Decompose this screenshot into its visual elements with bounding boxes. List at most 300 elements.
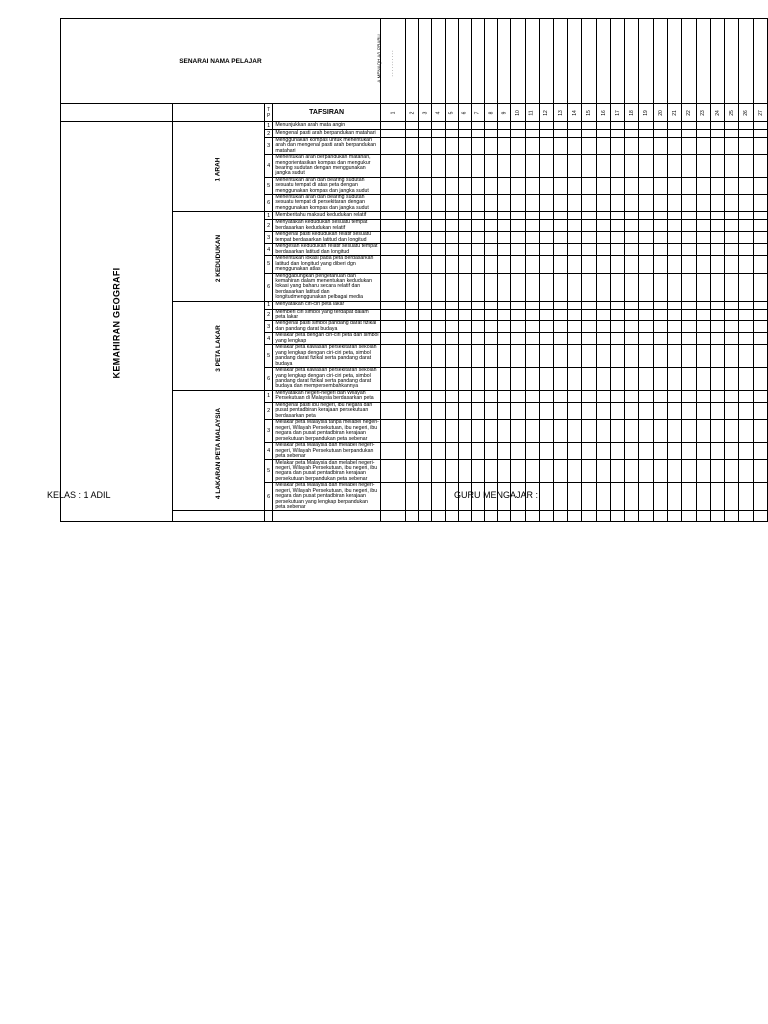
score-cell[interactable] <box>445 122 458 130</box>
score-cell[interactable] <box>682 402 696 419</box>
score-cell[interactable] <box>406 402 419 419</box>
score-cell[interactable] <box>610 244 624 256</box>
score-cell[interactable] <box>553 256 567 273</box>
score-cell[interactable] <box>653 460 667 483</box>
score-cell[interactable] <box>625 390 639 402</box>
score-cell[interactable] <box>710 483 724 511</box>
score-cell[interactable] <box>432 321 445 333</box>
score-cell[interactable] <box>725 195 739 212</box>
score-cell[interactable] <box>753 367 767 390</box>
score-cell[interactable] <box>639 256 653 273</box>
score-cell[interactable] <box>653 130 667 138</box>
score-cell[interactable] <box>682 232 696 244</box>
score-cell[interactable] <box>639 333 653 345</box>
score-cell[interactable] <box>725 177 739 194</box>
score-cell[interactable] <box>682 122 696 130</box>
score-cell[interactable] <box>639 321 653 333</box>
score-cell[interactable] <box>432 483 445 511</box>
score-cell[interactable] <box>725 138 739 155</box>
score-cell[interactable] <box>625 155 639 178</box>
score-cell[interactable] <box>539 309 553 321</box>
score-cell[interactable] <box>484 212 497 220</box>
score-cell[interactable] <box>432 309 445 321</box>
score-cell[interactable] <box>406 301 419 309</box>
score-cell[interactable] <box>739 309 753 321</box>
score-cell[interactable] <box>753 220 767 232</box>
score-cell[interactable] <box>568 244 582 256</box>
student-name-cell[interactable] <box>739 19 753 104</box>
score-cell[interactable] <box>432 256 445 273</box>
score-cell[interactable] <box>525 155 539 178</box>
score-cell[interactable] <box>582 309 596 321</box>
score-cell[interactable] <box>625 195 639 212</box>
score-cell[interactable] <box>484 333 497 345</box>
score-cell[interactable] <box>610 232 624 244</box>
score-cell[interactable] <box>419 309 432 321</box>
score-cell[interactable] <box>596 273 610 301</box>
score-cell[interactable] <box>725 256 739 273</box>
score-cell[interactable] <box>525 443 539 460</box>
score-cell[interactable] <box>582 345 596 368</box>
score-cell[interactable] <box>539 402 553 419</box>
score-cell[interactable] <box>582 232 596 244</box>
score-cell[interactable] <box>484 244 497 256</box>
score-cell[interactable] <box>471 390 484 402</box>
score-cell[interactable] <box>553 333 567 345</box>
score-cell[interactable] <box>596 212 610 220</box>
score-cell[interactable] <box>458 309 471 321</box>
score-cell[interactable] <box>625 511 639 522</box>
score-cell[interactable] <box>511 309 525 321</box>
score-cell[interactable] <box>498 177 511 194</box>
score-cell[interactable] <box>568 232 582 244</box>
score-cell[interactable] <box>725 273 739 301</box>
score-cell[interactable] <box>498 301 511 309</box>
score-cell[interactable] <box>553 321 567 333</box>
score-cell[interactable] <box>419 273 432 301</box>
score-cell[interactable] <box>471 220 484 232</box>
score-cell[interactable] <box>753 460 767 483</box>
score-cell[interactable] <box>568 195 582 212</box>
score-cell[interactable] <box>380 195 405 212</box>
score-cell[interactable] <box>406 420 419 443</box>
score-cell[interactable] <box>653 309 667 321</box>
score-cell[interactable] <box>668 130 682 138</box>
score-cell[interactable] <box>539 122 553 130</box>
score-cell[interactable] <box>484 256 497 273</box>
score-cell[interactable] <box>432 420 445 443</box>
score-cell[interactable] <box>525 244 539 256</box>
score-cell[interactable] <box>668 301 682 309</box>
score-cell[interactable] <box>432 220 445 232</box>
score-cell[interactable] <box>498 138 511 155</box>
score-cell[interactable] <box>458 460 471 483</box>
score-cell[interactable] <box>445 138 458 155</box>
score-cell[interactable] <box>725 155 739 178</box>
score-cell[interactable] <box>582 460 596 483</box>
score-cell[interactable] <box>458 345 471 368</box>
score-cell[interactable] <box>696 177 710 194</box>
score-cell[interactable] <box>553 232 567 244</box>
score-cell[interactable] <box>484 345 497 368</box>
score-cell[interactable] <box>432 122 445 130</box>
score-cell[interactable] <box>445 460 458 483</box>
score-cell[interactable] <box>596 130 610 138</box>
score-cell[interactable] <box>445 367 458 390</box>
score-cell[interactable] <box>525 309 539 321</box>
score-cell[interactable] <box>739 333 753 345</box>
score-cell[interactable] <box>625 483 639 511</box>
score-cell[interactable] <box>484 195 497 212</box>
score-cell[interactable] <box>682 220 696 232</box>
score-cell[interactable] <box>639 155 653 178</box>
score-cell[interactable] <box>498 309 511 321</box>
score-cell[interactable] <box>484 155 497 178</box>
score-cell[interactable] <box>753 195 767 212</box>
score-cell[interactable] <box>406 122 419 130</box>
score-cell[interactable] <box>582 333 596 345</box>
score-cell[interactable] <box>610 333 624 345</box>
score-cell[interactable] <box>511 420 525 443</box>
score-cell[interactable] <box>539 138 553 155</box>
score-cell[interactable] <box>380 443 405 460</box>
score-cell[interactable] <box>445 390 458 402</box>
score-cell[interactable] <box>553 443 567 460</box>
score-cell[interactable] <box>511 390 525 402</box>
score-cell[interactable] <box>380 309 405 321</box>
score-cell[interactable] <box>610 130 624 138</box>
score-cell[interactable] <box>406 367 419 390</box>
score-cell[interactable] <box>539 244 553 256</box>
score-cell[interactable] <box>725 122 739 130</box>
score-cell[interactable] <box>739 256 753 273</box>
score-cell[interactable] <box>484 232 497 244</box>
score-cell[interactable] <box>498 244 511 256</box>
score-cell[interactable] <box>653 333 667 345</box>
score-cell[interactable] <box>625 443 639 460</box>
score-cell[interactable] <box>525 256 539 273</box>
score-cell[interactable] <box>553 220 567 232</box>
score-cell[interactable] <box>739 122 753 130</box>
score-cell[interactable] <box>753 333 767 345</box>
score-cell[interactable] <box>419 483 432 511</box>
score-cell[interactable] <box>682 155 696 178</box>
score-cell[interactable] <box>380 130 405 138</box>
score-cell[interactable] <box>610 256 624 273</box>
score-cell[interactable] <box>696 321 710 333</box>
score-cell[interactable] <box>753 301 767 309</box>
score-cell[interactable] <box>511 367 525 390</box>
score-cell[interactable] <box>484 177 497 194</box>
score-cell[interactable] <box>610 367 624 390</box>
score-cell[interactable] <box>432 333 445 345</box>
score-cell[interactable] <box>710 122 724 130</box>
score-cell[interactable] <box>739 402 753 419</box>
score-cell[interactable] <box>419 244 432 256</box>
score-cell[interactable] <box>710 244 724 256</box>
score-cell[interactable] <box>432 460 445 483</box>
score-cell[interactable] <box>511 195 525 212</box>
score-cell[interactable] <box>458 195 471 212</box>
score-cell[interactable] <box>432 367 445 390</box>
score-cell[interactable] <box>432 155 445 178</box>
score-cell[interactable] <box>753 232 767 244</box>
score-cell[interactable] <box>553 402 567 419</box>
score-cell[interactable] <box>553 420 567 443</box>
score-cell[interactable] <box>498 345 511 368</box>
score-cell[interactable] <box>511 130 525 138</box>
score-cell[interactable] <box>668 345 682 368</box>
score-cell[interactable] <box>668 367 682 390</box>
score-cell[interactable] <box>484 420 497 443</box>
score-cell[interactable] <box>739 232 753 244</box>
score-cell[interactable] <box>625 130 639 138</box>
student-name-cell[interactable] <box>710 19 724 104</box>
score-cell[interactable] <box>582 301 596 309</box>
score-cell[interactable] <box>639 232 653 244</box>
score-cell[interactable] <box>582 511 596 522</box>
score-cell[interactable] <box>406 177 419 194</box>
score-cell[interactable] <box>511 155 525 178</box>
score-cell[interactable] <box>682 301 696 309</box>
score-cell[interactable] <box>639 212 653 220</box>
score-cell[interactable] <box>458 177 471 194</box>
score-cell[interactable] <box>668 309 682 321</box>
score-cell[interactable] <box>498 460 511 483</box>
score-cell[interactable] <box>568 420 582 443</box>
score-cell[interactable] <box>471 155 484 178</box>
score-cell[interactable] <box>525 273 539 301</box>
score-cell[interactable] <box>682 460 696 483</box>
score-cell[interactable] <box>682 195 696 212</box>
score-cell[interactable] <box>596 232 610 244</box>
score-cell[interactable] <box>639 367 653 390</box>
score-cell[interactable] <box>553 483 567 511</box>
student-name-cell[interactable] <box>582 19 596 104</box>
score-cell[interactable] <box>406 212 419 220</box>
score-cell[interactable] <box>380 390 405 402</box>
score-cell[interactable] <box>610 177 624 194</box>
score-cell[interactable] <box>682 390 696 402</box>
score-cell[interactable] <box>753 321 767 333</box>
score-cell[interactable] <box>653 345 667 368</box>
score-cell[interactable] <box>380 138 405 155</box>
score-cell[interactable] <box>432 402 445 419</box>
student-name-cell[interactable] <box>696 19 710 104</box>
score-cell[interactable] <box>653 483 667 511</box>
score-cell[interactable] <box>753 177 767 194</box>
score-cell[interactable] <box>696 367 710 390</box>
score-cell[interactable] <box>419 367 432 390</box>
score-cell[interactable] <box>445 256 458 273</box>
score-cell[interactable] <box>610 321 624 333</box>
score-cell[interactable] <box>380 460 405 483</box>
score-cell[interactable] <box>739 390 753 402</box>
score-cell[interactable] <box>668 244 682 256</box>
score-cell[interactable] <box>639 177 653 194</box>
score-cell[interactable] <box>696 130 710 138</box>
score-cell[interactable] <box>539 333 553 345</box>
score-cell[interactable] <box>696 460 710 483</box>
score-cell[interactable] <box>739 321 753 333</box>
score-cell[interactable] <box>419 195 432 212</box>
score-cell[interactable] <box>582 321 596 333</box>
score-cell[interactable] <box>445 420 458 443</box>
score-cell[interactable] <box>458 367 471 390</box>
score-cell[interactable] <box>653 511 667 522</box>
score-cell[interactable] <box>668 256 682 273</box>
score-cell[interactable] <box>471 511 484 522</box>
score-cell[interactable] <box>725 420 739 443</box>
score-cell[interactable] <box>553 309 567 321</box>
score-cell[interactable] <box>539 212 553 220</box>
score-cell[interactable] <box>582 220 596 232</box>
score-cell[interactable] <box>498 130 511 138</box>
score-cell[interactable] <box>610 483 624 511</box>
student-name-cell[interactable] <box>568 19 582 104</box>
score-cell[interactable] <box>568 443 582 460</box>
score-cell[interactable] <box>596 390 610 402</box>
score-cell[interactable] <box>653 390 667 402</box>
score-cell[interactable] <box>511 460 525 483</box>
score-cell[interactable] <box>653 321 667 333</box>
score-cell[interactable] <box>668 483 682 511</box>
score-cell[interactable] <box>380 321 405 333</box>
score-cell[interactable] <box>471 367 484 390</box>
student-name-cell[interactable] <box>753 19 767 104</box>
score-cell[interactable] <box>458 333 471 345</box>
score-cell[interactable] <box>419 122 432 130</box>
score-cell[interactable] <box>406 195 419 212</box>
score-cell[interactable] <box>710 130 724 138</box>
score-cell[interactable] <box>710 333 724 345</box>
score-cell[interactable] <box>498 220 511 232</box>
score-cell[interactable] <box>498 367 511 390</box>
score-cell[interactable] <box>380 511 405 522</box>
score-cell[interactable] <box>625 138 639 155</box>
score-cell[interactable] <box>445 345 458 368</box>
score-cell[interactable] <box>458 212 471 220</box>
score-cell[interactable] <box>582 390 596 402</box>
score-cell[interactable] <box>625 232 639 244</box>
score-cell[interactable] <box>610 443 624 460</box>
score-cell[interactable] <box>553 155 567 178</box>
score-cell[interactable] <box>668 333 682 345</box>
score-cell[interactable] <box>380 333 405 345</box>
score-cell[interactable] <box>419 345 432 368</box>
score-cell[interactable] <box>625 301 639 309</box>
student-name-cell[interactable] <box>432 19 445 104</box>
score-cell[interactable] <box>432 301 445 309</box>
score-cell[interactable] <box>753 130 767 138</box>
score-cell[interactable] <box>419 177 432 194</box>
score-cell[interactable] <box>419 155 432 178</box>
student-name-cell[interactable] <box>725 19 739 104</box>
score-cell[interactable] <box>568 345 582 368</box>
score-cell[interactable] <box>484 122 497 130</box>
score-cell[interactable] <box>525 122 539 130</box>
score-cell[interactable] <box>710 443 724 460</box>
score-cell[interactable] <box>539 273 553 301</box>
score-cell[interactable] <box>539 220 553 232</box>
score-cell[interactable] <box>380 177 405 194</box>
score-cell[interactable] <box>710 195 724 212</box>
score-cell[interactable] <box>753 273 767 301</box>
score-cell[interactable] <box>445 195 458 212</box>
score-cell[interactable] <box>445 321 458 333</box>
score-cell[interactable] <box>525 195 539 212</box>
score-cell[interactable] <box>380 244 405 256</box>
score-cell[interactable] <box>511 138 525 155</box>
score-cell[interactable] <box>553 138 567 155</box>
score-cell[interactable] <box>471 443 484 460</box>
score-cell[interactable] <box>739 244 753 256</box>
score-cell[interactable] <box>406 321 419 333</box>
score-cell[interactable] <box>625 345 639 368</box>
score-cell[interactable] <box>753 511 767 522</box>
score-cell[interactable] <box>445 177 458 194</box>
score-cell[interactable] <box>639 420 653 443</box>
score-cell[interactable] <box>498 232 511 244</box>
score-cell[interactable] <box>539 177 553 194</box>
score-cell[interactable] <box>525 212 539 220</box>
score-cell[interactable] <box>739 483 753 511</box>
score-cell[interactable] <box>406 511 419 522</box>
score-cell[interactable] <box>498 256 511 273</box>
score-cell[interactable] <box>696 273 710 301</box>
score-cell[interactable] <box>710 301 724 309</box>
score-cell[interactable] <box>539 256 553 273</box>
score-cell[interactable] <box>653 244 667 256</box>
score-cell[interactable] <box>610 273 624 301</box>
score-cell[interactable] <box>725 443 739 460</box>
score-cell[interactable] <box>511 212 525 220</box>
score-cell[interactable] <box>682 212 696 220</box>
score-cell[interactable] <box>725 333 739 345</box>
score-cell[interactable] <box>568 321 582 333</box>
score-cell[interactable] <box>511 321 525 333</box>
score-cell[interactable] <box>610 220 624 232</box>
score-cell[interactable] <box>682 321 696 333</box>
score-cell[interactable] <box>725 402 739 419</box>
score-cell[interactable] <box>696 511 710 522</box>
score-cell[interactable] <box>498 321 511 333</box>
score-cell[interactable] <box>458 402 471 419</box>
score-cell[interactable] <box>525 390 539 402</box>
score-cell[interactable] <box>739 367 753 390</box>
score-cell[interactable] <box>753 138 767 155</box>
score-cell[interactable] <box>668 321 682 333</box>
score-cell[interactable] <box>639 220 653 232</box>
score-cell[interactable] <box>432 345 445 368</box>
score-cell[interactable] <box>498 212 511 220</box>
score-cell[interactable] <box>582 256 596 273</box>
score-cell[interactable] <box>471 402 484 419</box>
score-cell[interactable] <box>682 420 696 443</box>
score-cell[interactable] <box>696 333 710 345</box>
score-cell[interactable] <box>380 420 405 443</box>
score-cell[interactable] <box>471 232 484 244</box>
score-cell[interactable] <box>710 460 724 483</box>
score-cell[interactable] <box>419 390 432 402</box>
score-cell[interactable] <box>419 460 432 483</box>
score-cell[interactable] <box>419 420 432 443</box>
score-cell[interactable] <box>458 138 471 155</box>
score-cell[interactable] <box>610 511 624 522</box>
score-cell[interactable] <box>696 309 710 321</box>
score-cell[interactable] <box>625 256 639 273</box>
score-cell[interactable] <box>419 220 432 232</box>
